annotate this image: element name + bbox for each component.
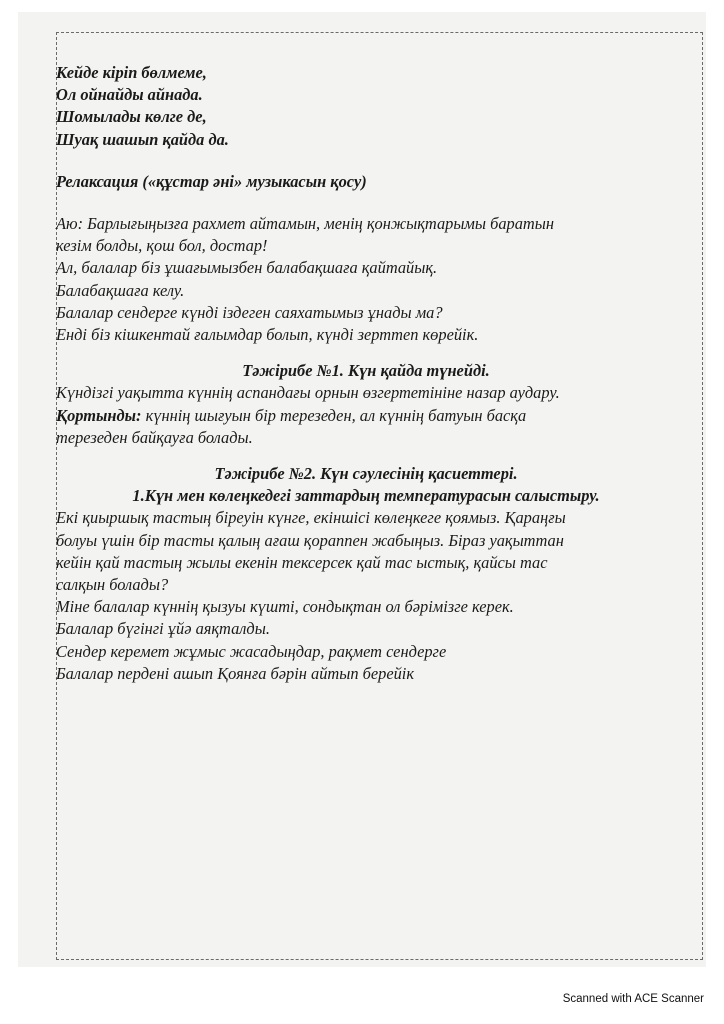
conclusion-text: күннің шығуын бір терезеден, ал күннің батуын басқа xyxy=(141,405,527,425)
poem-line: Шомылады көлге де, xyxy=(56,107,207,127)
experiment-2 xyxy=(56,463,676,685)
dialogue-line: Аю: Барлығыңызға рахмет айтамын, менің қонжықтарымы баратын xyxy=(56,214,554,234)
experiment-1-line: терезеден байқауға болады. xyxy=(56,427,253,447)
experiment-2-line: Екі қиыршық тастың біреуін күнге, екіншісі көлеңкеге қоямыз. Қараңғы xyxy=(56,508,566,528)
experiment-1-conclusion xyxy=(56,405,676,427)
experiment-1-title: Тәжірибе №1. Күн қайда түнейді. xyxy=(242,361,490,381)
relaxation-heading: Релаксация («құстар әні» музыкасын қосу) xyxy=(56,171,367,191)
dialogue xyxy=(56,213,676,346)
experiment-2-line: кейін қай тастың жылы екенін тексерсек қай тас ыстық, қайсы тас xyxy=(56,552,548,572)
poem-line: Кейде кіріп бөлмеме, xyxy=(56,63,207,82)
dialogue-line: Ал, балалар біз ұшағымызбен балабақшаға қайтайық. xyxy=(56,258,438,278)
experiment-2-subtitle: 1.Күн мен көлеңкедегі заттардың температурасын салыстыру. xyxy=(132,486,600,506)
experiment-2-line: болуы үшін бір тасты қалың ағаш қораппен жабыңыз. Біраз уақыттан xyxy=(56,530,564,550)
scanner-watermark: Scanned with ACE Scanner xyxy=(562,993,704,1005)
experiment-2-line: салқын болады? xyxy=(56,575,169,595)
experiment-1-line: Күндізгі уақытта күннің аспандағы орнын өзгертетініне назар аудару. xyxy=(56,383,560,403)
experiment-1 xyxy=(56,360,676,449)
poem xyxy=(56,62,676,151)
experiment-2-line: Сендер керемет жұмыс жасадыңдар, рақмет сендерге xyxy=(56,641,447,661)
experiment-2-line: Балалар бүгінгі ұйә аяқталды. xyxy=(56,619,270,639)
experiment-2-line: Балалар пердені ашып Қоянға бәрін айтып берейік xyxy=(56,663,415,683)
document-body xyxy=(56,62,676,685)
dialogue-line: кезім болды, қош бол, достар! xyxy=(56,236,268,256)
experiment-2-title: Тәжірибе №2. Күн сәулесінің қасиеттері. xyxy=(214,464,518,484)
poem-line: Ол ойнайды айнада. xyxy=(56,85,203,105)
dialogue-line: Енді біз кішкентай ғалымдар болып, күнді зерттеп көрейік. xyxy=(56,325,479,345)
conclusion-label: Қортынды: xyxy=(56,405,142,425)
experiment-2-line: Міне балалар күннің қызуы күшті, сондықтан ол бәрімізге керек. xyxy=(56,597,514,617)
dialogue-line: Балабақшаға келу. xyxy=(56,280,185,300)
dialogue-line: Балалар сендерге күнді іздеген саяхатымыз ұнады ма? xyxy=(56,302,443,322)
poem-line: Шуақ шашып қайда да. xyxy=(56,129,229,149)
